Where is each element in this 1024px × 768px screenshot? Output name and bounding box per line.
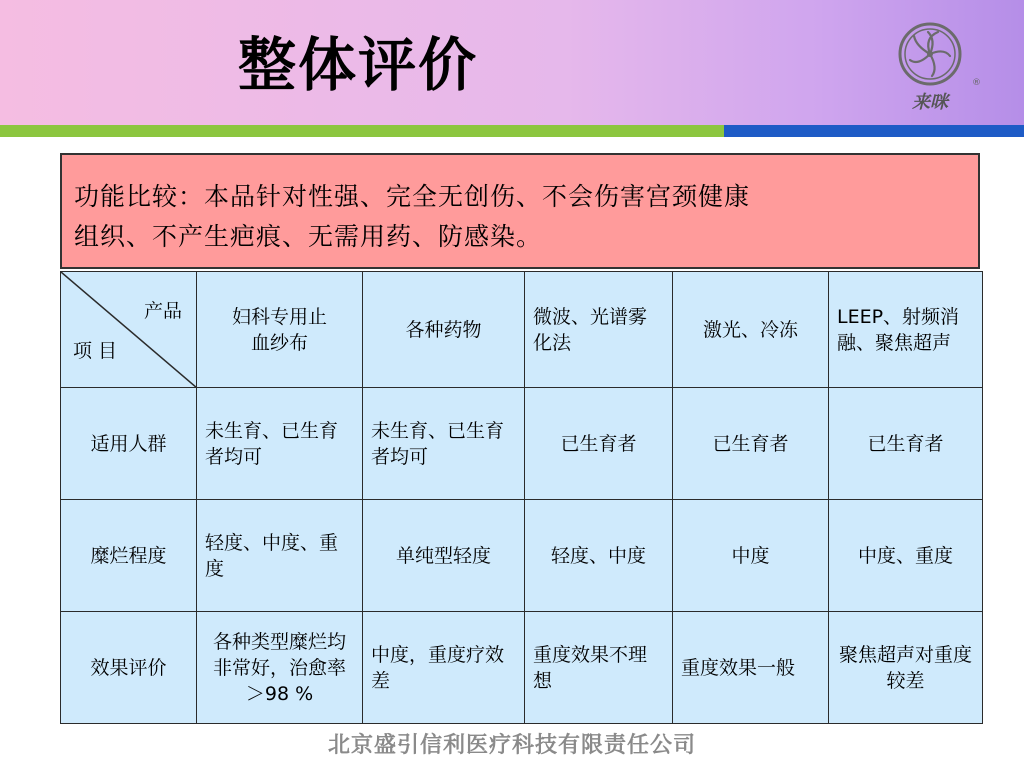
summary-line-2: 组织、不产生疤痕、无需用药、防感染。	[74, 222, 543, 251]
header-cell: 微波、光谱雾化法	[525, 272, 673, 388]
header-cell: 各种药物	[363, 272, 525, 388]
header-cell: LEEP、射频消融、聚焦超声	[829, 272, 983, 388]
company-footer: 北京盛引信利医疗科技有限责任公司	[327, 733, 696, 758]
registered-mark: ®	[972, 78, 981, 88]
table-header-row	[61, 272, 983, 388]
table-cell: 重度效果一般	[673, 612, 829, 724]
swirl-logo-icon	[888, 18, 972, 90]
table-cell: 未生育、已生育者均可	[197, 388, 363, 500]
row-label: 适用人群	[61, 388, 197, 500]
table-cell: 已生育者	[525, 388, 673, 500]
table-cell: 已生育者	[829, 388, 983, 500]
accent-bar-blue	[724, 125, 1024, 137]
logo-text: 来咪	[912, 92, 948, 113]
function-comparison-box	[60, 153, 980, 269]
accent-bar-green	[0, 125, 724, 137]
row-label: 效果评价	[61, 612, 197, 724]
table-row	[61, 612, 983, 724]
table-cell: 中度，重度疗效差	[363, 612, 525, 724]
corner-label-product: 产品	[143, 300, 182, 322]
table-cell: 未生育、已生育者均可	[363, 388, 525, 500]
table-cell: 重度效果不理想	[525, 612, 673, 724]
table-cell: 各种类型糜烂均非常好，治愈率＞98 %	[197, 612, 363, 724]
table-cell: 轻度、中度、重度	[197, 500, 363, 612]
summary-line-1: 功能比较：本品针对性强、完全无创伤、不会伤害宫颈健康	[74, 182, 751, 211]
table-cell: 单纯型轻度	[363, 500, 525, 612]
comparison-table	[60, 271, 983, 724]
header-cell: 激光、冷冻	[673, 272, 829, 388]
page-title: 整体评价	[238, 31, 479, 99]
diagonal-divider	[61, 272, 197, 388]
row-label: 糜烂程度	[61, 500, 197, 612]
table-row	[61, 388, 983, 500]
brand-logo	[888, 18, 972, 118]
header-banner	[0, 0, 1024, 125]
table-cell: 中度、重度	[829, 500, 983, 612]
corner-label-item: 项目	[73, 340, 124, 362]
table-row	[61, 500, 983, 612]
corner-header-cell	[61, 272, 197, 388]
table-cell: 轻度、中度	[525, 500, 673, 612]
table-cell: 中度	[673, 500, 829, 612]
table-cell: 已生育者	[673, 388, 829, 500]
header-cell: 妇科专用止血纱布	[197, 272, 363, 388]
table-cell: 聚焦超声对重度较差	[829, 612, 983, 724]
